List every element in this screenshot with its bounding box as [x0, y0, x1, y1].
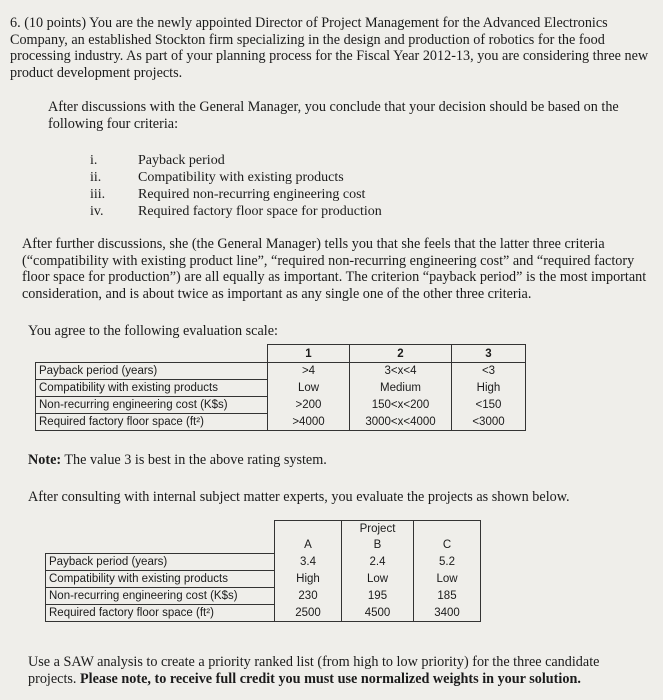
- weighting-paragraph: After further discussions, she (the General Manager) tells you that she feels that the latter three criteria (“compatibility with existing product line”, “required non-recurring engineering cost” and “required factory floor space for production”) are all equally as important. The criterion “payback period” is the most important consideration, and is about twice as important as any single one of the other three criteria.: [22, 236, 647, 302]
- table-row: [36, 363, 526, 380]
- table-cell: 150<x<200: [350, 397, 452, 414]
- criteria-list: [90, 152, 382, 220]
- table-cell: High: [275, 571, 342, 588]
- criteria-number: iii.: [90, 187, 106, 202]
- project-evaluation-table: [45, 520, 481, 622]
- table-cell: 3.4: [275, 554, 342, 571]
- table-cell: 2.4: [342, 554, 414, 571]
- table-cell: 230: [275, 588, 342, 605]
- table-row: [36, 380, 526, 397]
- question-text: 6. (10 points) You are the newly appointed Director of Project Management for the Advanced Electronics Company, an established Stockton firm specializing in the design and production of robotics for the food processing industry. As part of your planning process for the Fiscal Year 2012-13, you are considering three new product development projects.: [10, 15, 649, 81]
- table-cell: 2500: [275, 605, 342, 622]
- row-label: Compatibility with existing products: [46, 571, 275, 588]
- scale-intro: You agree to the following evaluation scale:: [28, 323, 278, 339]
- criteria-number: ii.: [90, 170, 102, 185]
- table-cell: Low: [342, 571, 414, 588]
- table-cell: Low: [414, 571, 481, 588]
- table-cell: >4: [268, 363, 350, 380]
- row-label: Required factory floor space (ft²): [46, 605, 275, 622]
- instructions-text: Use a SAW analysis to create a priority ranked list (from high to low priority) for the three candidate projects.: [28, 654, 600, 687]
- table-header-cell: A: [275, 537, 342, 554]
- table-cell: >4000: [268, 414, 350, 431]
- table-row: [46, 554, 481, 571]
- table-row: [46, 571, 481, 588]
- table-cell: <3000: [452, 414, 526, 431]
- table-header-row: [46, 537, 481, 554]
- evaluation-scale-table: [35, 344, 526, 431]
- table-row: [46, 588, 481, 605]
- criteria-label: Required factory floor space for production: [138, 204, 382, 219]
- table-cell: 4500: [342, 605, 414, 622]
- criteria-item: [90, 152, 382, 169]
- table-header-cell: C: [414, 537, 481, 554]
- consult-text: After consulting with internal subject matter experts, you evaluate the projects as shown below.: [28, 489, 570, 505]
- criteria-number: i.: [90, 153, 98, 168]
- table-cell: <150: [452, 397, 526, 414]
- criteria-intro: After discussions with the General Manager, you conclude that your decision should be based on the following four criteria:: [48, 99, 619, 132]
- criteria-label: Payback period: [138, 153, 225, 168]
- row-label: Non-recurring engineering cost (K$s): [46, 588, 275, 605]
- table-row: [36, 397, 526, 414]
- table-cell: 3000<x<4000: [350, 414, 452, 431]
- table-cell: <3: [452, 363, 526, 380]
- criteria-item: [90, 203, 382, 220]
- table-header-row: [46, 521, 481, 538]
- note: [28, 452, 327, 469]
- table-cell: High: [452, 380, 526, 397]
- row-label: Payback period (years): [46, 554, 275, 571]
- table-row: [46, 605, 481, 622]
- project-group-header: Project: [342, 521, 414, 538]
- table-header-row: [36, 345, 526, 363]
- criteria-label: Compatibility with existing products: [138, 170, 344, 185]
- instructions: [28, 654, 648, 687]
- table-cell: 5.2: [414, 554, 481, 571]
- table-header-cell: B: [342, 537, 414, 554]
- criteria-label: Required non-recurring engineering cost: [138, 187, 366, 202]
- instructions-emphasis: Please note, to receive full credit you must use normalized weights in your solution.: [80, 670, 581, 687]
- note-text: The value 3 is best in the above rating system.: [61, 452, 327, 468]
- table-cell: 3400: [414, 605, 481, 622]
- table-cell: Low: [268, 380, 350, 397]
- note-label: Note:: [28, 452, 62, 468]
- table-cell: 195: [342, 588, 414, 605]
- criteria-number: iv.: [90, 204, 104, 219]
- row-label: Payback period (years): [36, 363, 268, 380]
- row-label: Compatibility with existing products: [36, 380, 268, 397]
- row-label: Required factory floor space (ft²): [36, 414, 268, 431]
- table-header-cell: 3: [452, 345, 526, 363]
- row-label: Non-recurring engineering cost (K$s): [36, 397, 268, 414]
- table-cell: 3<x<4: [350, 363, 452, 380]
- table-cell: 185: [414, 588, 481, 605]
- table-cell: Medium: [350, 380, 452, 397]
- table-row: [36, 414, 526, 431]
- table-cell: >200: [268, 397, 350, 414]
- criteria-item: [90, 186, 382, 203]
- criteria-item: [90, 169, 382, 186]
- table-header-cell: 2: [350, 345, 452, 363]
- table-header-cell: 1: [268, 345, 350, 363]
